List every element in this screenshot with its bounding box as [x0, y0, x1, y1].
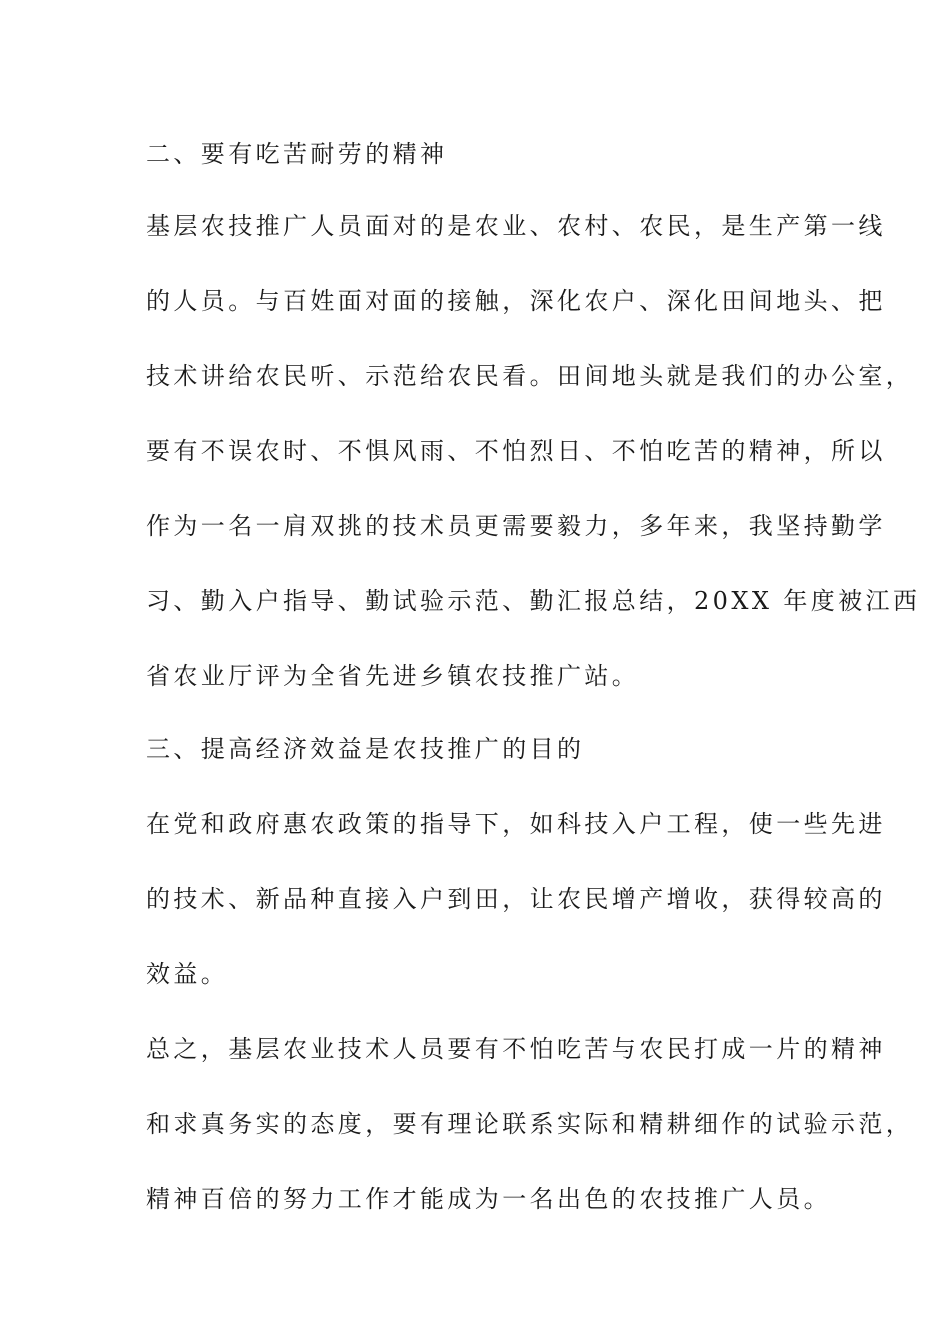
paragraph-line: 的技术、新品种直接入户到田，让农民增产增收，获得较高的 — [146, 885, 886, 913]
paragraph-line: 精神百倍的努力工作才能成为一名出色的农技推广人员。 — [146, 1185, 831, 1213]
section-heading-2: 二、要有吃苦耐劳的精神 — [146, 140, 448, 168]
paragraph-line: 省农业厅评为全省先进乡镇农技推广站。 — [146, 662, 640, 690]
section-heading-3: 三、提高经济效益是农技推广的目的 — [146, 735, 585, 763]
paragraph-line: 总之，基层农业技术人员要有不怕吃苦与农民打成一片的精神 — [146, 1035, 886, 1063]
paragraph-line: 技术讲给农民听、示范给农民看。田间地头就是我们的办公室， — [146, 362, 914, 390]
paragraph-line: 效益。 — [146, 960, 229, 988]
paragraph-line: 习、勤入户指导、勤试验示范、勤汇报总结，20XX 年度被江西 — [146, 587, 921, 615]
paragraph-line: 基层农技推广人员面对的是农业、农村、农民，是生产第一线 — [146, 212, 886, 240]
paragraph-line: 和求真务实的态度，要有理论联系实际和精耕细作的试验示范， — [146, 1110, 914, 1138]
paragraph-line: 的人员。与百姓面对面的接触，深化农户、深化田间地头、把 — [146, 287, 886, 315]
paragraph-line: 要有不误农时、不惧风雨、不怕烈日、不怕吃苦的精神，所以 — [146, 437, 886, 465]
paragraph-line: 作为一名一肩双挑的技术员更需要毅力，多年来，我坚持勤学 — [146, 512, 886, 540]
paragraph-line: 在党和政府惠农政策的指导下，如科技入户工程，使一些先进 — [146, 810, 886, 838]
